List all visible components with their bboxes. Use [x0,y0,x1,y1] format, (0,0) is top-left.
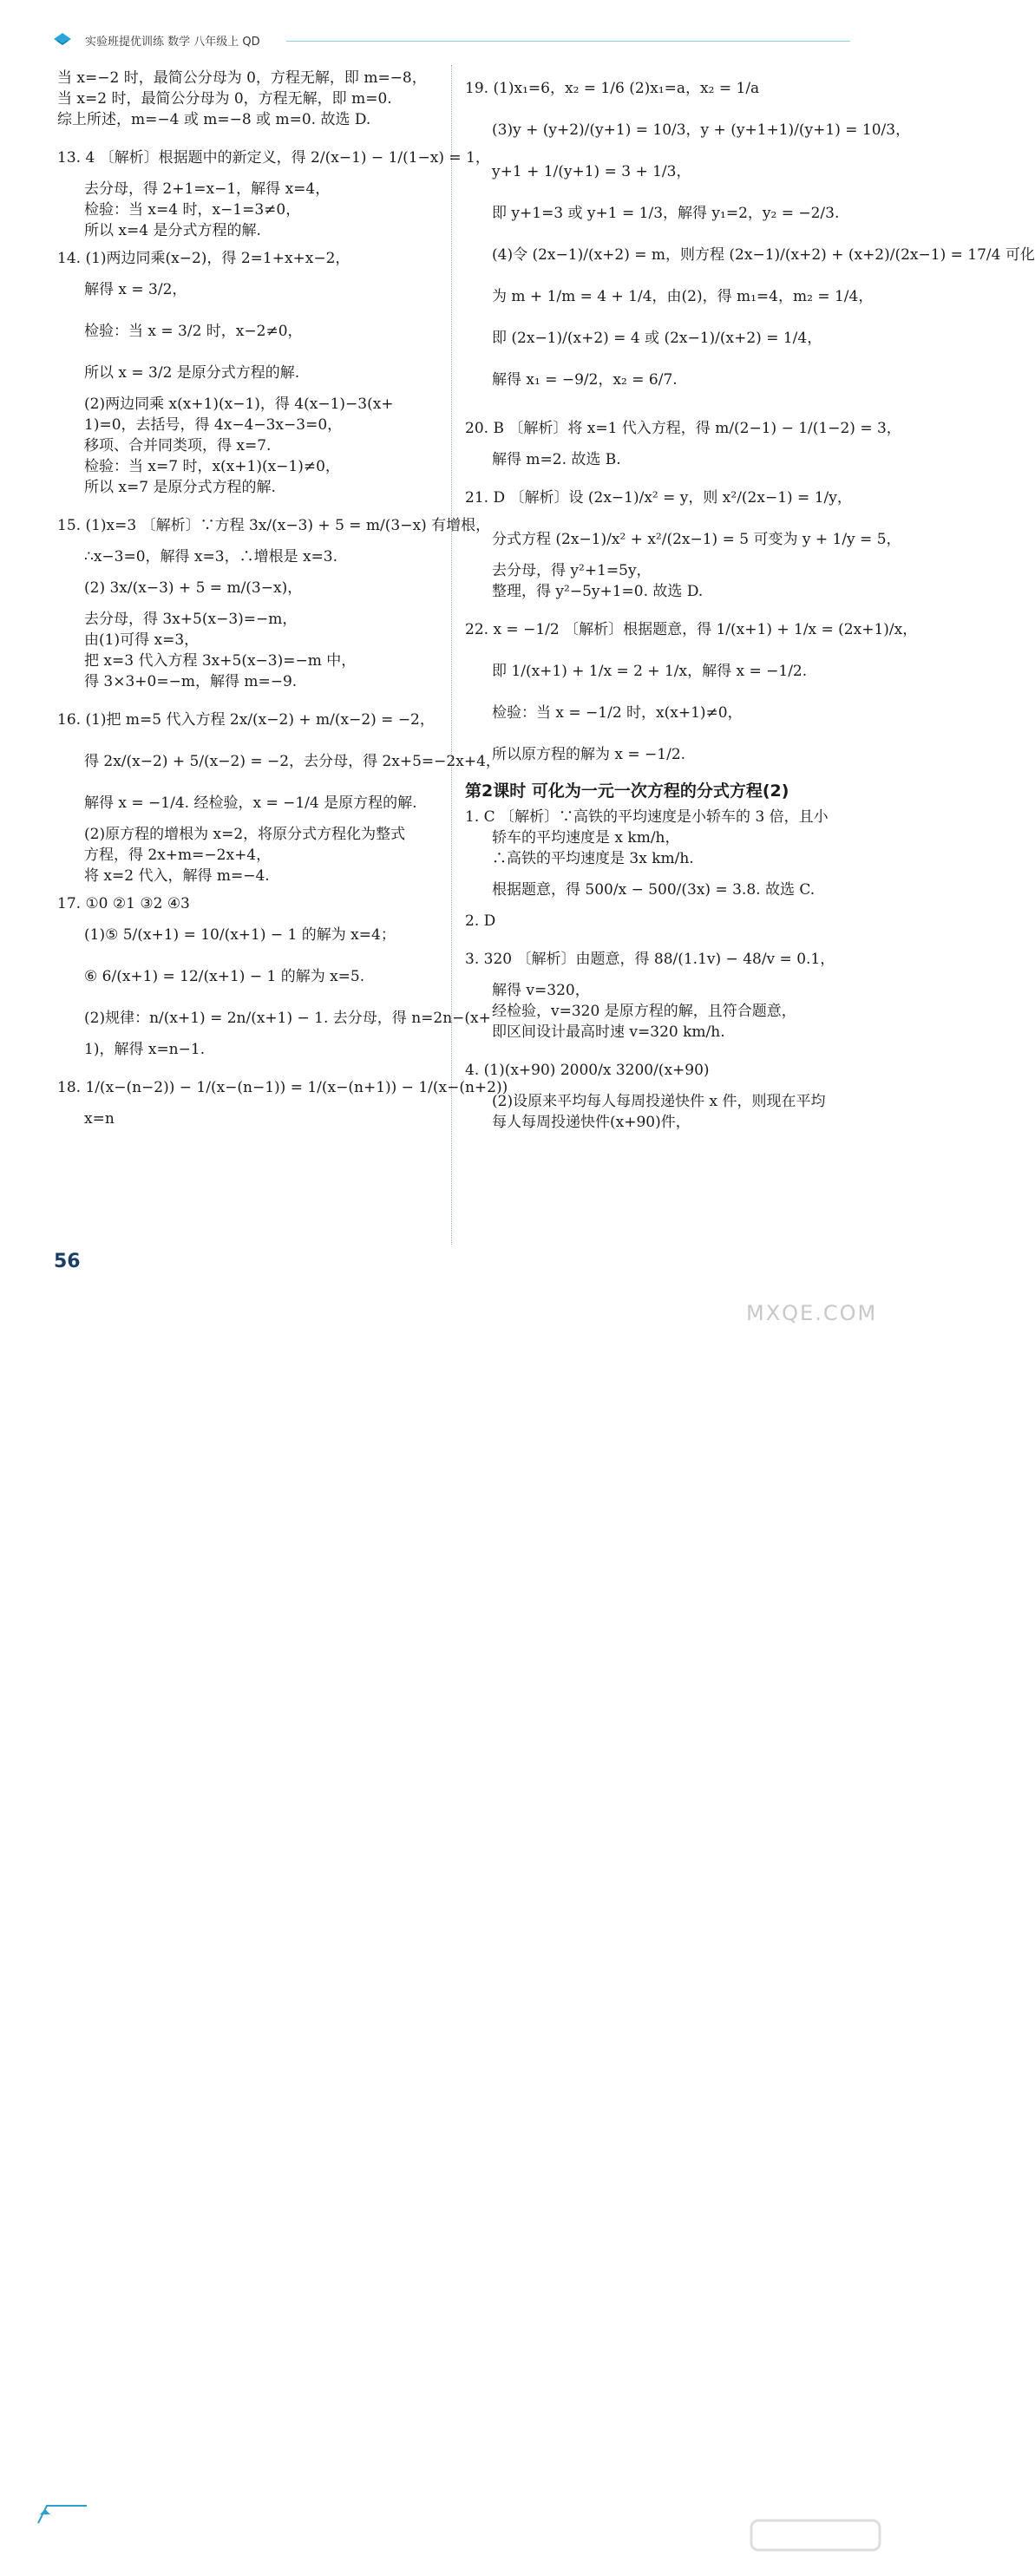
answer-17: 17. ①0 ②1 ③2 ④3 [57,895,190,912]
text-line: 去分母，得 2+1=x−1，解得 x=4， [84,180,331,198]
text-line: x=n [84,1110,115,1128]
header-rule [286,41,850,42]
book-logo-icon [52,31,73,47]
page-number-badge-icon [36,2502,88,2525]
text-line: 即 y+1=3 或 y+1 = 1/3，解得 y₁=2，y₂ = −2/3. [492,205,840,222]
header-title: 实验班提优训练 数学 八年级上 QD [85,36,260,49]
right-column [465,68,1035,1133]
page-number: 56 [54,1251,81,1272]
text-line: 去分母，得 y²+1=5y， [492,562,652,579]
text-line: 移项、合并同类项，得 x=7. [84,437,272,454]
text-line: 解得 m=2. 故选 B. [492,451,621,468]
text-line: 1)=0，去括号，得 4x−4−3x−3=0， [84,416,343,434]
answer-4: 4. (1)(x+90) 2000/x 3200/(x+90) [465,1062,710,1079]
column-divider [451,65,452,1245]
text-line: 分式方程 (2x−1)/x² + x²/(2x−1) = 5 可变为 y + 1/y = 5， [492,531,901,548]
text-line: (3)y + (y+2)/(y+1) = 10/3，y + (y+1+1)/(y+1) = 10/3， [492,121,911,139]
text-line: (1)⑤ 5/(x+1) = 10/(x+1) − 1 的解为 x=4； [84,926,396,944]
watermark-logo-icon [746,2515,885,2576]
answer-3: 3. 320 〔解析〕由题意，得 88/(1.1v) − 48/v = 0.1， [465,951,835,968]
text-line: 检验：当 x=7 时，x(x+1)(x−1)≠0， [84,458,340,475]
text-line: 检验：当 x = 3/2 时，x−2≠0， [84,323,303,340]
text-line: 整理，得 y²−5y+1=0. 故选 D. [492,583,704,600]
text-line: 检验：当 x=4 时，x−1=3≠0， [84,201,301,219]
text-line: 把 x=3 代入方程 3x+5(x−3)=−m 中， [84,652,357,670]
text-line: 即区间设计最高时速 v=320 km/h. [492,1023,725,1041]
answer-18: 18. 1/(x−(n−2)) − 1/(x−(n−1)) = 1/(x−(n+1)) − 1/(x−(n+2)) [57,1079,508,1096]
text-line: 为 m + 1/m = 4 + 1/4，由(2)，得 m₁=4，m₂ = 1/4， [492,288,874,305]
text-line: 经检验，v=320 是原方程的解，且符合题意， [492,1003,796,1020]
text-line: 得 3×3+0=−m，解得 m=−9. [84,673,298,690]
text-line: 解得 x = 3/2， [84,281,187,298]
text-line: 所以 x=4 是分式方程的解. [84,222,261,239]
answer-15: 15. (1)x=3 〔解析〕∵方程 3x/(x−3) + 5 = m/(3−x) 有增根， [57,517,491,534]
text-line: 所以 x = 3/2 是原分式方程的解. [84,364,300,382]
text-line: (4)令 (2x−1)/(x+2) = m，则方程 (2x−1)/(x+2) + (x+2)/(2x−1) = 17/4 可化 [492,246,1035,264]
text-line: 得 2x/(x−2) + 5/(x−2) = −2，去分母，得 2x+5=−2x+4， [84,753,501,770]
answer-22: 22. x = −1/2 〔解析〕根据题意，得 1/(x+1) + 1/x = (2x+1)/x， [465,621,918,638]
text-line: 轿车的平均速度是 x km/h， [492,829,680,847]
text-line: 1)，解得 x=n−1. [84,1041,206,1058]
text-line: (2)两边同乘 x(x+1)(x−1)，得 4(x−1)−3(x+ [84,396,394,413]
text-line: 将 x=2 代入，解得 m=−4. [84,867,270,885]
text-line: (2) 3x/(x−3) + 5 = m/(3−x)， [84,579,303,597]
answer-13: 13. 4 〔解析〕根据题中的新定义，得 2/(x−1) − 1/(1−x) = 1， [57,149,490,167]
text-line: 每人每周投递快件(x+90)件， [492,1114,691,1131]
text-line: 去分母，得 3x+5(x−3)=−m， [84,611,298,628]
text-line: (2)规律：n/(x+1) = 2n/(x+1) − 1. 去分母，得 n=2n−(x+ [84,1010,491,1027]
text-line: 解得 x₁ = −9/2，x₂ = 6/7. [492,371,678,389]
text-line: 方程，得 2x+m=−2x+4， [84,847,272,864]
text-line: 当 x=2 时，最简公分母为 0，方程无解，即 m=0. [57,90,392,108]
text-line: 即 1/(x+1) + 1/x = 2 + 1/x，解得 x = −1/2. [492,663,808,680]
text-line: 当 x=−2 时，最简公分母为 0，方程无解，即 m=−8， [57,69,427,87]
text-line: 检验：当 x = −1/2 时，x(x+1)≠0， [492,704,743,722]
answer-20: 20. B 〔解析〕将 x=1 代入方程，得 m/(2−1) − 1/(1−2) = 3， [465,420,901,437]
text-line: (2)设原来平均每人每周投递快件 x 件，则现在平均 [492,1093,826,1110]
text-line: 解得 x = −1/4. 经检验，x = −1/4 是原方程的解. [84,794,417,812]
answer-14: 14. (1)两边同乘(x−2)，得 2=1+x+x−2， [57,250,350,267]
watermark-text: MXQE.COM [746,1301,878,1325]
answer-19: 19. (1)x₁=6，x₂ = 1/6 (2)x₁=a，x₂ = 1/a [465,80,760,97]
text-line: y+1 + 1/(y+1) = 3 + 1/3， [492,163,691,180]
text-line: ∴x−3=0，解得 x=3，∴增根是 x=3. [84,548,338,566]
text-line: 即 (2x−1)/(x+2) = 4 或 (2x−1)/(x+2) = 1/4， [492,330,822,347]
text-line: 所以原方程的解为 x = −1/2. [492,746,686,763]
text-line: ∴高铁的平均速度是 3x km/h. [492,850,694,867]
text-line: (2)原方程的增根为 x=2，将原分式方程化为整式 [84,826,406,843]
text-line: 解得 v=320， [492,982,590,999]
answer-16: 16. (1)把 m=5 代入方程 2x/(x−2) + m/(x−2) = −2， [57,711,435,729]
text-line: 所以 x=7 是原分式方程的解. [84,479,276,496]
page-header [0,0,899,52]
text-line: 根据题意，得 500/x − 500/(3x) = 3.8. 故选 C. [492,881,816,899]
answer-21: 21. D 〔解析〕设 (2x−1)/x² = y，则 x²/(2x−1) = 1/y， [465,489,852,507]
answer-1: 1. C 〔解析〕∵高铁的平均速度是小轿车的 3 倍，且小 [465,808,829,826]
answer-2: 2. D [465,912,496,930]
text-line: ⑥ 6/(x+1) = 12/(x+1) − 1 的解为 x=5. [84,968,365,985]
lesson-heading: 第2课时 可化为一元一次方程的分式方程(2) [465,781,789,801]
text-line: 综上所述，m=−4 或 m=−8 或 m=0. 故选 D. [57,111,371,128]
text-line: 由(1)可得 x=3， [84,631,200,649]
